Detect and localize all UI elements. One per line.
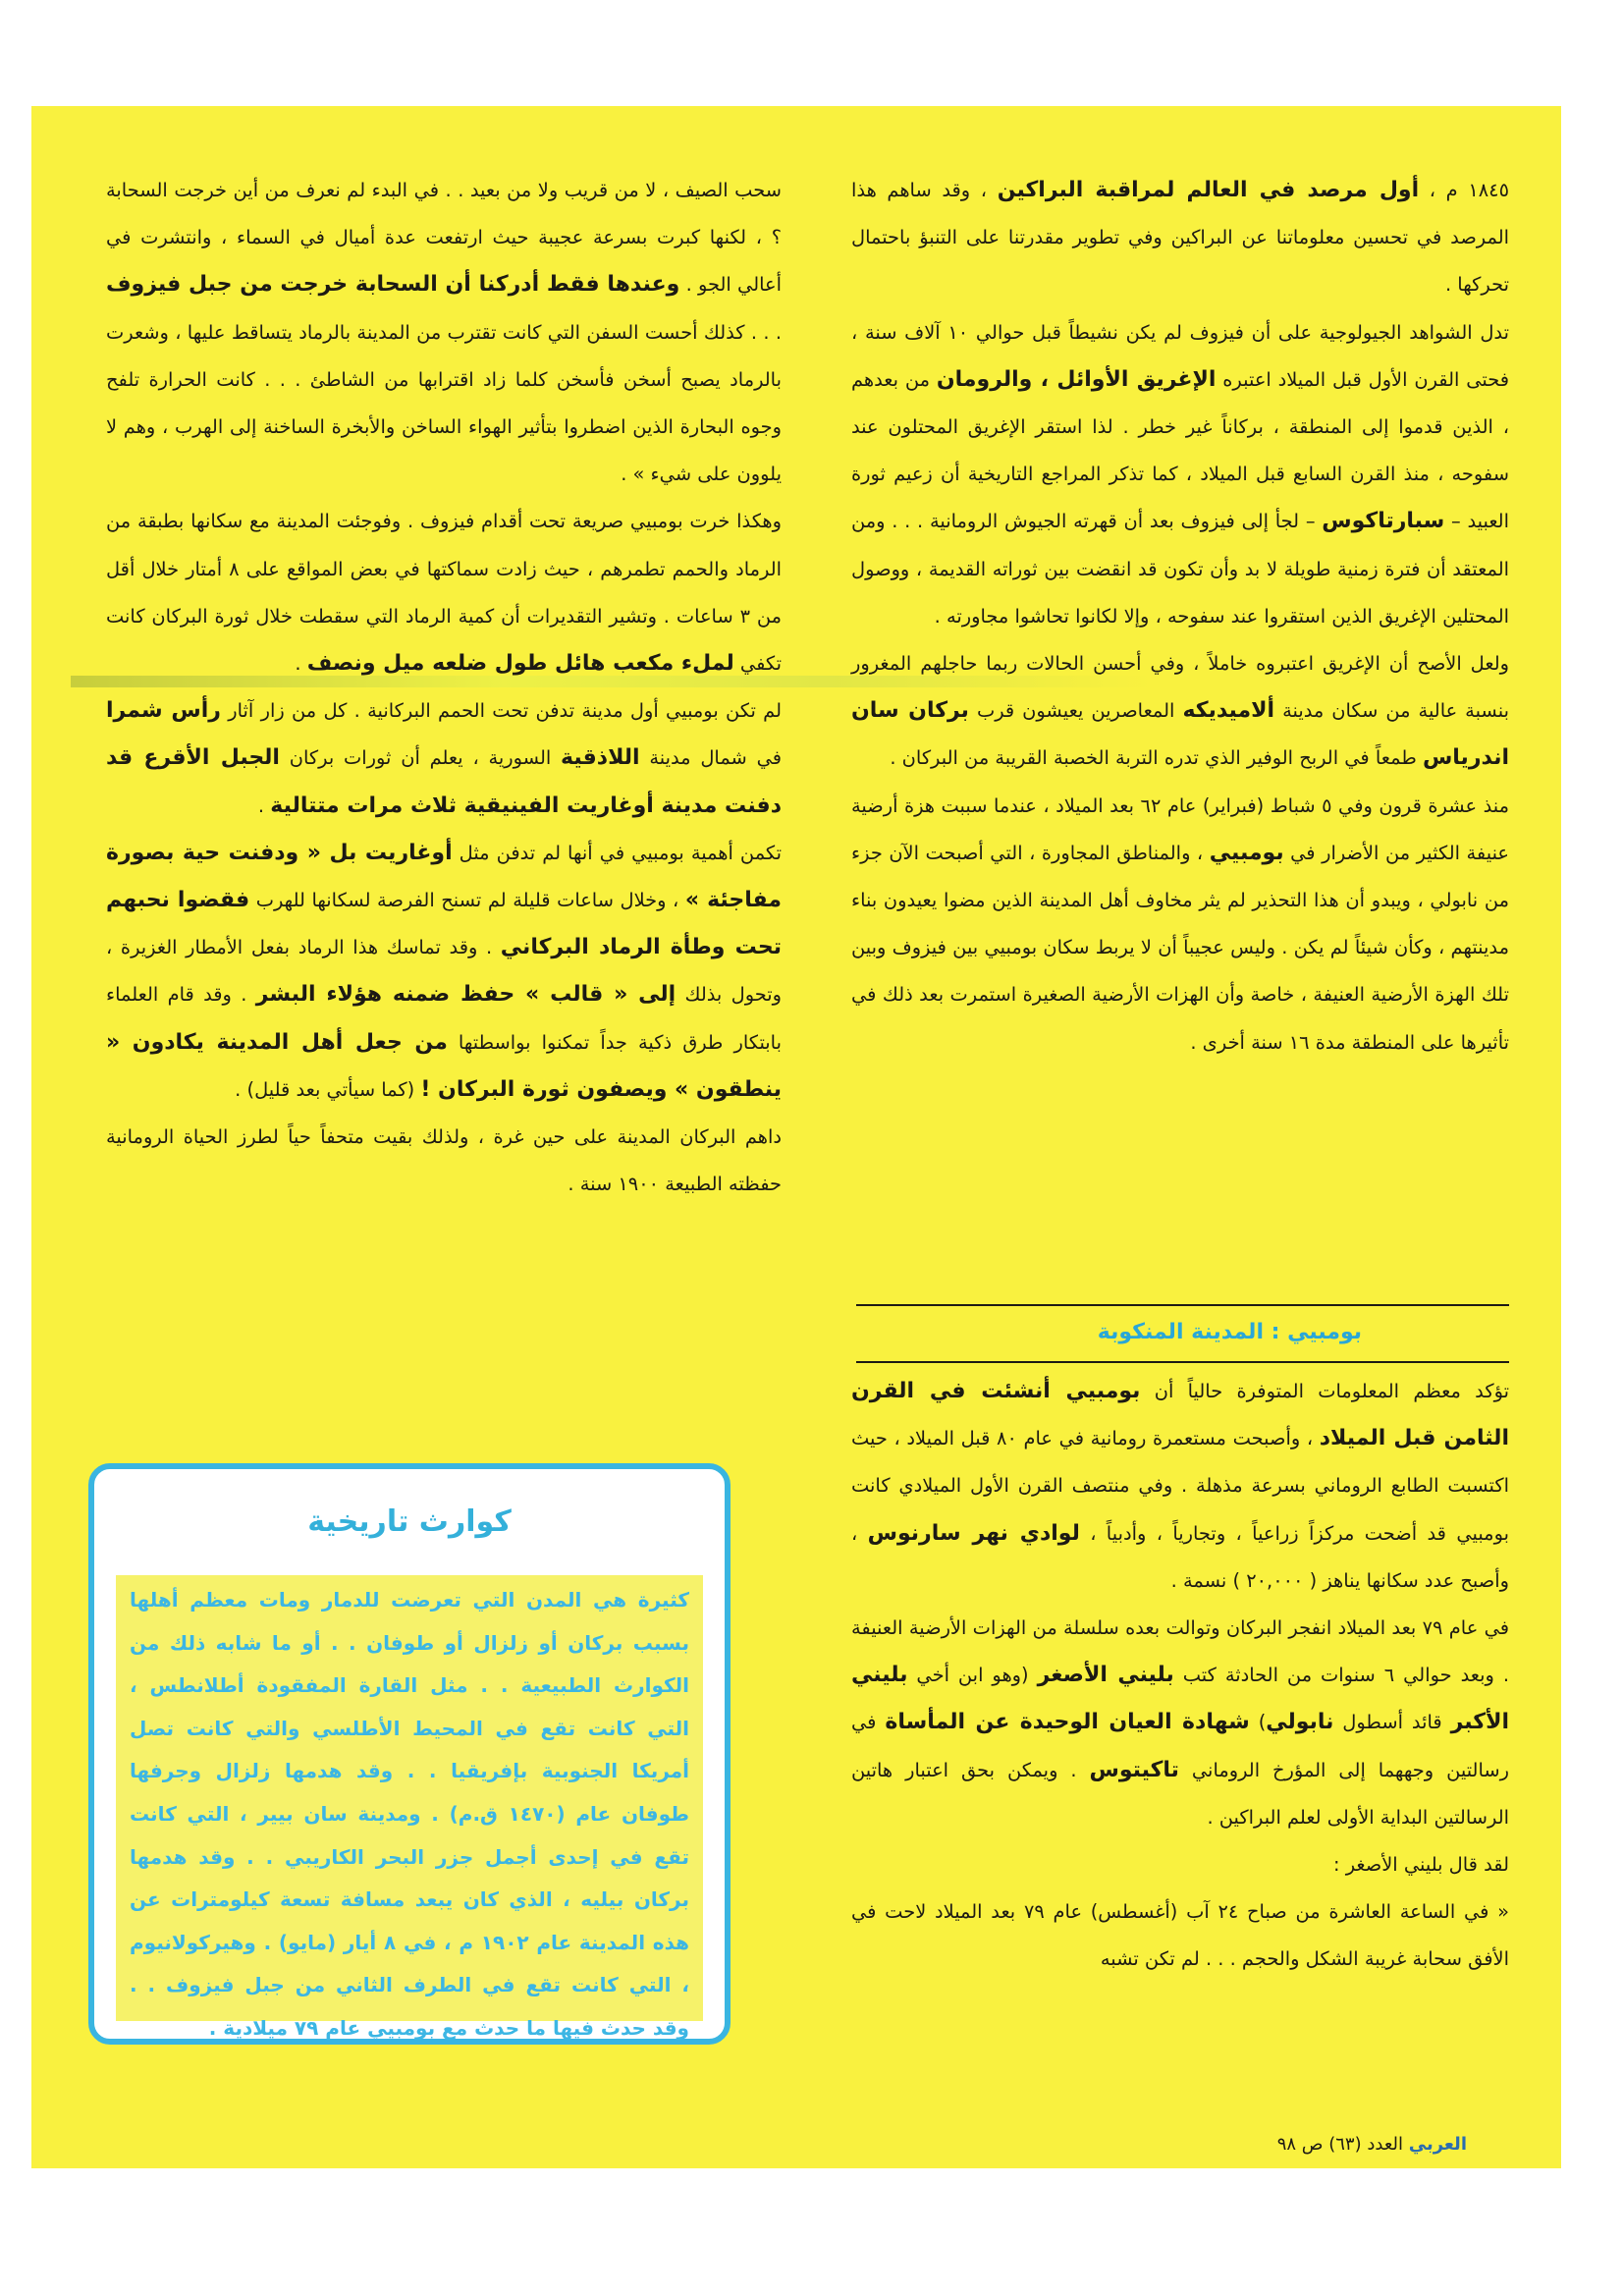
heading-rule-top [856,1304,1509,1306]
left-column [106,167,782,1208]
text-run: (وهو ابن أخي [907,1664,1038,1687]
bold-run: اللاذقية [561,745,640,771]
text-run: المعاصرين يعيشون قرب [968,699,1183,723]
bold-run: أول مرصد في العالم لمراقبة البراكين [997,178,1420,202]
page-footer [1277,2134,1467,2155]
paragraph [851,309,1509,640]
magazine-logo: العربي [1408,2134,1467,2155]
text-run: سحب الصيف ، لا من قريب ولا من بعيد . . في البدء لم نعرف من أين خرجت السحابة ؟ ، لكنها كبرت بسرعة عجيبة حيث ارتفعت عدة أميال في السماء ، وانتشرت في أعالي الجو . [106,179,782,297]
bold-run: بليني الأصغر [1037,1663,1174,1688]
text-run: تدل الشواهد الجيولوجية على أن فيزوف لم يكن نشيطاً قبل حوالي ١٠ آلاف سنة ، فحتى القرن الأول قبل الميلاد اعتبره [851,320,1509,391]
text-run: لم تكن بومبيي أول مدينة تدفن تحت الحمم البركانية . كل من زار آثار [220,699,782,723]
bold-run: لوادي نهر سارنوس [867,1520,1080,1546]
text-run: ، والمناطق المجاورة ، التي أصبحت الآن جزء من نابولي ، ويبدو أن هذا التحذير لم يثر مخاوف أهل المدينة الذين مضوا يعيدون بناء مدينتهم ، وكأن شيئاً لم يكن . وليس عجيباً أن لا يربط سكان بومبيي بين فيزوف وبين تلك الهزة الأرضية العنيفة ، خاصة وأن الهزات الأرضية الصغيرة استمرت بعد ذلك في تأثيرها على المنطقة مدة ١٦ سنة أخرى . [851,841,1509,1054]
text-run: . [295,652,307,676]
text-run: . . . كذلك أحست السفن التي كانت تقترب من المدينة بالرماد يتساقط عليها ، وشعرت بالرماد يصبح أسخن فأسخن كلما زاد اقترابها من الشاطئ . . . كانت الحرارة تلفح وجوه البحارة الذين اضطروا بتأثير الهواء الساخن والأبخرة الساخنة إلى الهرب ، وهم لا يلوون على شيء » . [106,320,782,486]
bold-run: تاكيتوس [1089,1757,1179,1782]
bold-run: نابولي [1266,1710,1334,1735]
text-run: ، وأصبحت مستعمرة رومانية في عام ٨٠ قبل الميلاد ، حيث اكتسبت الطابع الروماني بسرعة مذهلة . وفي منتصف القرن الأول الميلادي كانت بومبيي قد أضحت مركزاً زراعياً ، وتجارياً ، وأدبياً ، [851,1427,1509,1545]
paragraph [106,687,782,830]
bold-run: الإغريق الأوائل ، والرومان [936,366,1217,392]
bold-run: بومبيي أنشئت في القرن الثامن قبل الميلاد [851,1379,1509,1451]
bold-run: أوغاريت بل « ودفنت حية بصورة مفاجئة » [106,840,782,913]
text-run: قائد أسطول [1333,1711,1451,1734]
bold-run: بركان سان اندرياس [851,698,1509,771]
paragraph [851,1605,1509,1841]
magazine-page [31,106,1561,2168]
page-number: العدد (٦٣) ص ٩٨ [1276,2134,1403,2155]
text-run: السورية ، يعلم أن ثورات بركان [279,746,562,770]
bold-run: فقضوا نحبهم تحت وطأة الرماد البركاني [106,888,782,960]
paragraph [851,640,1509,783]
bold-run: رأس شمرا [106,698,221,724]
bold-run: وعندها فقط أدركنا أن السحابة خرجت من جبل فيزوف [106,272,680,298]
text-run: تكمن أهمية بومبيي في أنها لم تدفن مثل [452,841,783,864]
paragraph [851,1841,1509,1888]
bold-run: بومبيي [1209,840,1284,865]
text-run: « في الساعة العاشرة من صباح ٢٤ آب (أغسطس) عام ٧٩ بعد الميلاد لاحت في الأفق سحابة غريبة الشكل والحجم . . . لم تكن تشبه [851,1900,1509,1971]
bold-run: من جعل أهل المدينة يكادون « ينطقون » ويصفون ثورة البركان ! [106,1029,782,1102]
paragraph [851,1888,1509,1983]
right-column [851,167,1509,1066]
text-run: . ويمكن بحق اعتبار هاتين الرسالتين البداية الأولى لعلم البراكين . [851,1758,1509,1829]
text-run: في عام ٧٩ بعد الميلاد انفجر البركان وتوالت بعده سلسلة من الهزات الأرضية العنيفة . وبعد حوالي ٦ سنوات من الحادثة كتب [851,1616,1510,1687]
bold-run: شهادة العيان الوحيدة عن المأساة [885,1710,1250,1735]
sidebar-title: كوارث تاريخية [307,1504,512,1539]
right-column-lower [851,1368,1509,1984]
text-run: في رسالتين وجههما إلى المؤرخ الروماني [851,1711,1509,1781]
paragraph [851,1368,1509,1605]
paragraph [851,783,1509,1066]
sidebar-body [130,1579,689,2050]
heading-rule-bottom [856,1361,1509,1363]
text-run: (كما سيأتي بعد قليل) . [235,1077,421,1101]
sidebar-box [88,1463,730,2045]
paragraph [851,167,1509,309]
text-run: . وقد قام العلماء بابتكار طرق ذكية جداً تمكنوا بواسطتها [106,983,782,1054]
text-run: ) [1249,1711,1267,1734]
text-run: ولعل الأصح أن الإغريق اعتبروه خاملاً ، وفي أحسن الحالات ربما حاجلهم المغرور بنسبة عالية من سكان مدينة [851,652,1509,723]
bold-run: بليني الأكبر [851,1663,1509,1735]
paragraph [106,167,782,498]
text-run: ، وخلال ساعات قليلة لم تسنح الفرصة لسكانها للهرب [249,889,685,912]
text-run: ، وقد ساهم هذا المرصد في تحسين معلوماتنا عن البراكين وفي تطوير مقدرتنا على التنبؤ باحتمال تحركها . [851,179,1509,297]
text-run: داهم البركان المدينة على حين غرة ، ولذلك بقيت متحفاً حياً لطرز الحياة الرومانية حفظته الطبيعة ١٩٠٠ سنة . [106,1125,782,1196]
text-run: تؤكد معظم المعلومات المتوفرة حالياً أن [1140,1380,1509,1402]
text-run: . [257,793,271,817]
sidebar-text: كثيرة هي المدن التي تعرضت للدمار ومات معظم أهلها بسبب بركان أو زلزال أو طوفان . . أو ما شابه ذلك من الكوارث الطبيعية . . مثل القارة المفقودة أطلانطس ، التي كانت تقع في المحيط الأطلسي والتي كانت تصل أمريكا الجنوبية بإفريقيا . . وقد هدمها زلزال وجرفها طوفان عام (١٤٧٠ ق.م) . ومدينة سان بيير ، التي كانت تقع في إحدى أجمل جزر البحر الكاريبي . . وقد هدمها بركان بيليه ، الذي كان يبعد مسافة تسعة كيلومترات عن هذه المدينة عام ١٩٠٢ م ، في ٨ أيار (مايو) . وهيركولانيوم ، التي كانت تقع في الطرف الثاني من جبل فيزوف . . وقد حدث فيها ما حدث مع بومبيي عام ٧٩ ميلادية . [130,1588,690,2040]
text-run: من بعدهم ، الذين قدموا إلى المنطقة ، بركاناً غير خطر . لذا استقر الإغريق المحتلون عند سفوحه ، منذ القرن السابع قبل الميلاد ، كما تذكر المراجع التاريخية أن زعيم ثورة العبيد – [851,367,1509,533]
text-run: في شمال مدينة [639,746,782,770]
text-run: . وقد تماسك هذا الرماد بفعل الأمطار الغزيرة ، وتحول بذلك [106,936,783,1007]
text-run: ، وأصبح عدد سكانها يناهز ( ٢٠,٠٠٠ ) نسمة . [851,1521,1509,1592]
bold-run: الجبل الأقرع قد دفنت مدينة أوغاريت الفينيقية ثلاث مرات متتالية [106,745,782,818]
bold-run: سبارتاكوس [1322,509,1445,534]
text-run: ١٨٤٥ م ، [1419,179,1510,201]
text-run: – لجأ إلى فيزوف بعد أن قهرته الجيوش الرومانية . . . ومن المعتقد أن فترة زمنية طويلة لا بد وأن تكون قد انقضت بين ثوراته القديمة ، ووصول المحتلين الإغريق الذين استقروا عند سفوحه ، وإلا لكانوا تحاشوا مجاورته . [851,510,1509,628]
text-run: وهكذا خرت بومبيي صريعة تحت أقدام فيزوف . وفوجئت المدينة مع سكانها بطبقة من الرماد والحمم تطمرهم ، حيث زادت سماكتها في بعض المواقع على ٨ أمتار خلال أقل من ٣ ساعات . وتشير التقديرات أن كمية الرماد التي سقطت خلال ثورة البركان كانت تكفي [106,510,782,676]
section-heading-title: بومبيي : المدينة المنكوبة [1097,1320,1362,1344]
section-heading [856,1304,1509,1363]
paragraph [106,498,782,687]
bold-run: إلى « قالب » حفظ ضمنه هؤلاء البشر [255,982,676,1008]
text-run: لقد قال بليني الأصغر : [1333,1853,1509,1877]
text-run: طمعاً في الربح الوفير الذي تدره التربة الخصبة القريبة من البركان . [890,746,1423,770]
bold-run: ألاميديكه [1182,698,1275,724]
text-run: منذ عشرة قرون وفي ٥ شباط (فبراير) عام ٦٢ بعد الميلاد ، عندما سببت هزة أرضية عنيفة الكثير من الأضرار في [851,793,1510,864]
paragraph [106,830,782,1114]
bold-run: لملء مكعب هائل طول ضلعه ميل ونصف [306,651,734,677]
paragraph [106,1114,782,1208]
